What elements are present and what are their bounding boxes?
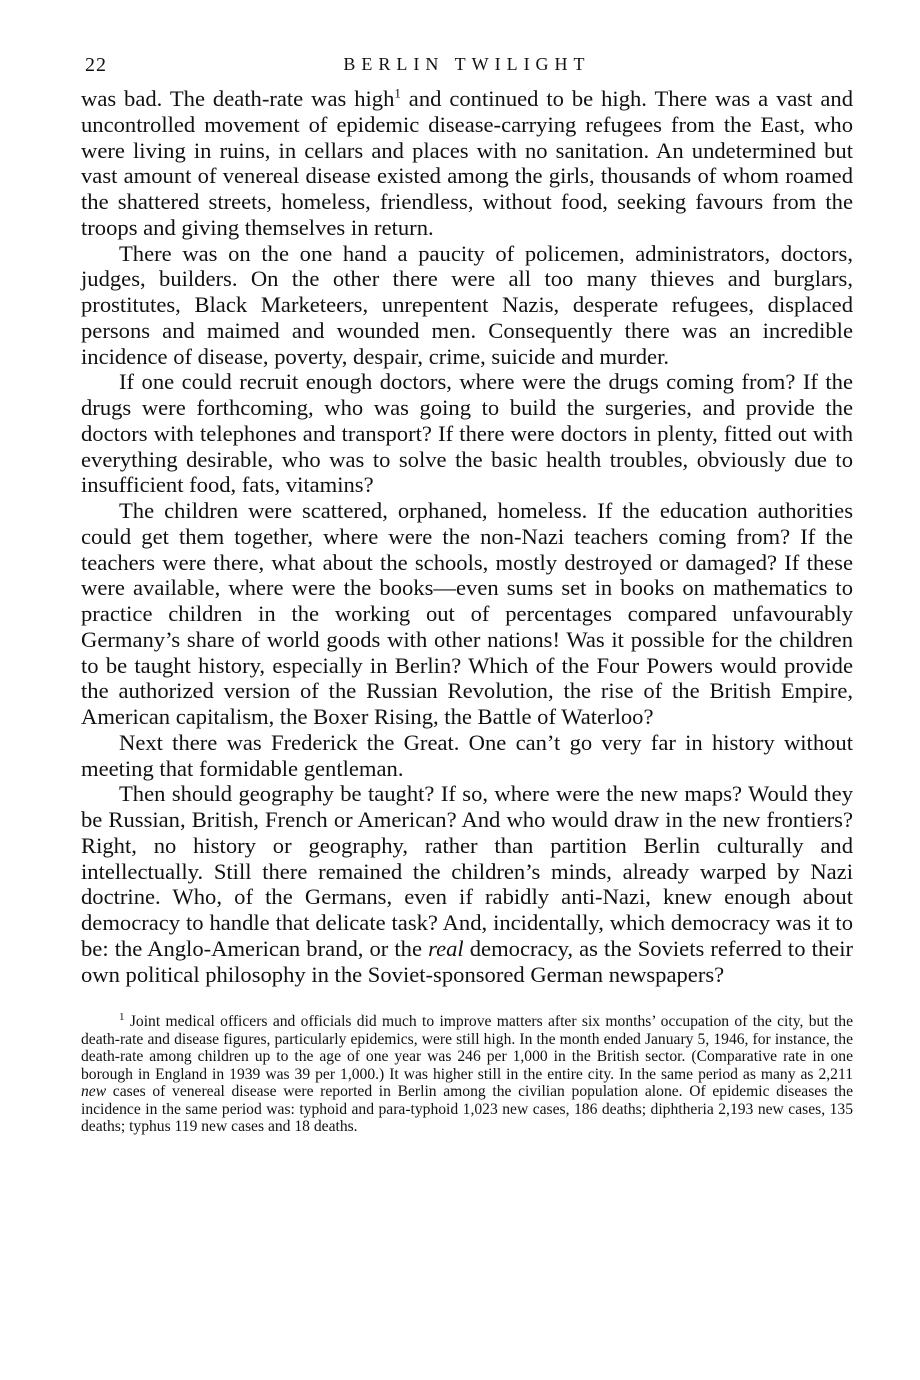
footnotes — [81, 1013, 853, 1136]
paragraph-text: democracy, as the Soviets referred to their own political philosophy in the Soviet-sponsored German newspapers? — [81, 935, 854, 987]
footnote-text: cases of venereal disease were reported in Berlin among the civilian population alone. Of epidemic diseases the incidence in the same period was: typhoid and para-typhoid 1,023 new cases, 186 deaths; diphtheria 2,193 new cases, 135 deaths; typhus 119 new cases and 18 deaths. — [81, 1083, 853, 1136]
footnote-1 — [81, 1013, 853, 1136]
running-head — [81, 52, 853, 86]
footnote-reference: 1 — [394, 85, 401, 101]
footnote-text: Joint medical officers and officials did much to improve matters after six months’ occupation of the city, but the death-rate and disease figures, particularly epidemics, were still high. In the month ended January 5, 1946, for instance, the death-rate among children up to the age of one year was 246 per 1,000 in the British sector. (Comparative rate in one borough in England in 1939 was 39 per 1,000.) It was higher still in the entire city. In the same period as many as 2,211 — [81, 1013, 853, 1083]
paragraph-4: The children were scattered, orphaned, homeless. If the education authorities could get them together, where were the non-Nazi teachers coming from? If the teachers were there, what about the schools, mostly destroyed or damaged? If these were available, where were the books—even sums set in books on mathematics to practice children in the working out of percentages compared unfavourably Germany’s share of world goods with other nations! Was it possible for the children to be taught history, especially in Berlin? Which of the Four Powers would provide the authorized version of the Russian Revolution, the rise of the British Empire, American capitalism, the Boxer Rising, the Battle of Waterloo? — [81, 498, 853, 729]
emphasis-text: new — [81, 1083, 107, 1101]
paragraph-6 — [81, 781, 853, 987]
paragraph-1 — [81, 86, 853, 241]
footnote-marker: 1 — [119, 1011, 125, 1024]
paragraph-text: Then should geography be taught? If so, where were the new maps? Would they be Russian, British, French or American? And who would draw in the new frontiers? Right, no history or geography, rather than partition Berlin culturally and intellectually. Still there remained the children’s minds, already warped by Nazi doctrine. Who, of the Germans, even if rabidly anti-Nazi, knew enough about democracy to handle that delicate task? And, incidentally, which democracy was it to be: the Anglo-American brand, or the — [81, 781, 853, 961]
book-title: BERLIN TWILIGHT — [343, 54, 591, 74]
book-page — [81, 52, 853, 1136]
emphasis-text: real — [428, 935, 464, 961]
paragraph-5: Next there was Frederick the Great. One can’t go very far in history without meeting that formidable gentleman. — [81, 729, 853, 781]
paragraph-text: was bad. The death-rate was high — [81, 86, 395, 111]
page-number: 22 — [85, 54, 107, 76]
paragraph-text: and continued to be high. There was a vast and uncontrolled movement of epidemic disease-carrying refugees from the East, who were living in ruins, in cellars and places with no sanitation. An undetermined but vast amount of venereal disease existed among the girls, thousands of whom roamed the shattered streets, homeless, friendless, without food, seeking favours from the troops and giving themselves in return. — [81, 86, 854, 240]
paragraph-2: There was on the one hand a paucity of policemen, administrators, doctors, judges, builders. On the other there were all too many thieves and burglars, prostitutes, Black Marketeers, unrepentent Nazis, desperate refugees, displaced persons and maimed and wounded men. Consequently there was an incredible incidence of disease, poverty, despair, crime, suicide and murder. — [81, 240, 853, 369]
paragraph-3: If one could recruit enough doctors, where were the drugs coming from? If the drugs were forthcoming, who was going to build the surgeries, and provide the doctors with telephones and transport? If there were doctors in plenty, fitted out with everything desirable, who was to solve the basic health troubles, obviously due to insufficient food, fats, vitamins? — [81, 369, 853, 498]
body-text — [81, 86, 853, 987]
